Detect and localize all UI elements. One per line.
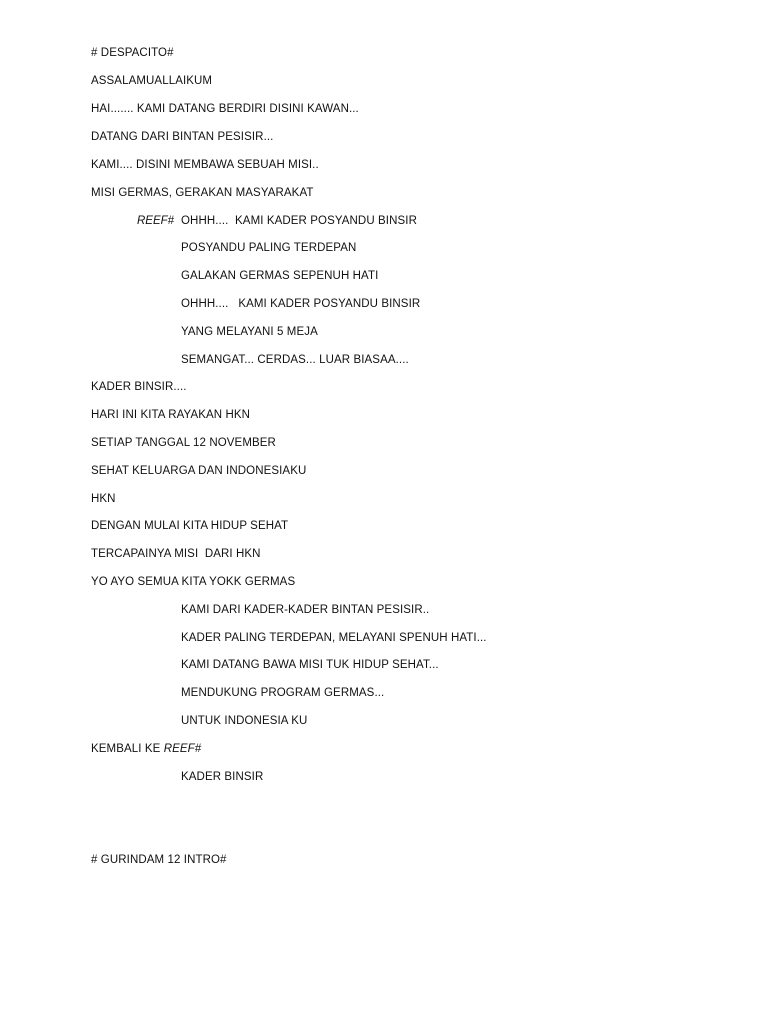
return-prefix: KEMBALI KE [91, 743, 164, 755]
lyric-line: KAMI DATANG BAWA MISI TUK HIDUP SEHAT... [181, 659, 439, 671]
lyric-line: KADER BINSIR [181, 771, 264, 783]
lyric-line: ASSALAMUALLAIKUM [91, 75, 213, 87]
lyric-line: HARI INI KITA RAYAKAN HKN [91, 409, 251, 421]
lyric-line: DENGAN MULAI KITA HIDUP SEHAT [91, 520, 289, 532]
lyric-line: UNTUK INDONESIA KU [181, 715, 308, 727]
lyric-line: MENDUKUNG PROGRAM GERMAS... [181, 687, 385, 699]
lyric-line: POSYANDU PALING TERDEPAN [181, 242, 357, 254]
lyric-line: KAMI.... DISINI MEMBAWA SEBUAH MISI.. [91, 159, 319, 171]
lyric-line: SEMANGAT... CERDAS... LUAR BIASAA.... [181, 354, 409, 366]
lyric-line: YANG MELAYANI 5 MEJA [181, 326, 318, 338]
lyric-line: KADER BINSIR.... [91, 381, 187, 393]
lyric-line: GALAKAN GERMAS SEPENUH HATI [181, 270, 379, 282]
lyric-line: MISI GERMAS, GERAKAN MASYARAKAT [91, 187, 314, 199]
lyric-line: SEHAT KELUARGA DAN INDONESIAKU [91, 465, 307, 477]
lyric-line: OHHH.... KAMI KADER POSYANDU BINSIR [181, 215, 417, 227]
song-title-despacito: # DESPACITO# [91, 47, 174, 59]
lyric-line: DATANG DARI BINTAN PESISIR... [91, 131, 274, 143]
lyric-line: HAI....... KAMI DATANG BERDIRI DISINI KAWAN... [91, 103, 359, 115]
lyric-line: OHHH.... KAMI KADER POSYANDU BINSIR [181, 298, 421, 310]
reef-label: REEF# [137, 215, 175, 227]
lyric-line: YO AYO SEMUA KITA YOKK GERMAS [91, 576, 296, 588]
lyric-line: KAMI DARI KADER-KADER BINTAN PESISIR.. [181, 604, 430, 616]
song-title-gurindam: # GURINDAM 12 INTRO# [91, 854, 227, 866]
lyric-line: HKN [91, 493, 116, 505]
lyric-line: SETIAP TANGGAL 12 NOVEMBER [91, 437, 276, 449]
lyric-line-return [91, 742, 201, 756]
lyric-line: KADER PALING TERDEPAN, MELAYANI SPENUH HATI... [181, 632, 487, 644]
reef-reference: REEF# [163, 743, 202, 755]
lyric-line: TERCAPAINYA MISI DARI HKN [91, 548, 261, 560]
